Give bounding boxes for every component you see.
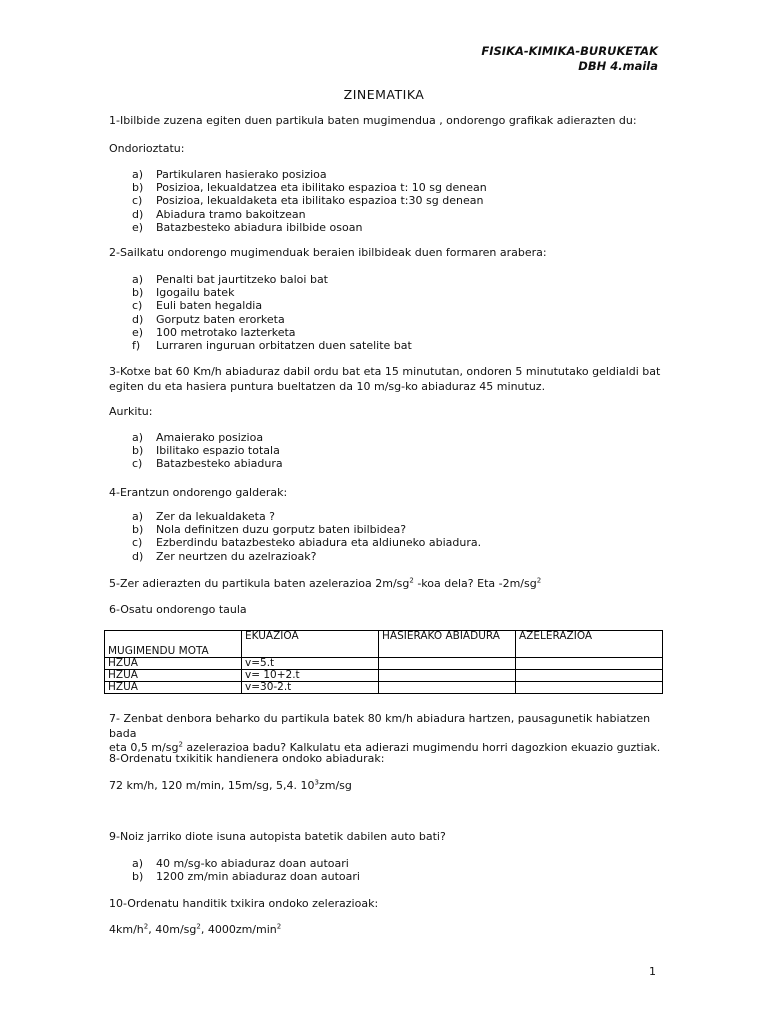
list-item: c) Euli baten hegaldia: [132, 299, 263, 313]
header-level: DBH 4.maila: [578, 59, 658, 73]
list-item: a) Penalti bat jaurtitzeko baloi bat: [132, 273, 328, 286]
table-header: HASIERAKO ABIADURA: [379, 631, 516, 658]
list-item: d) Gorputz baten erorketa: [132, 312, 285, 326]
table-cell: [379, 682, 516, 694]
list-item: a) Amaierako posizioa: [132, 431, 264, 444]
table-row: [105, 682, 663, 694]
question-10-values: $4km/h^2$, $40m/sg^2$, $4000zm/\min^2$: [109, 922, 282, 936]
question-5: 5-Zer adierazten du partikula baten azelerazioa $2m/sg^2$ -koa dela? Eta $-2m/sg^2$: [109, 576, 542, 590]
list-item: d) Zer neurtzen du azelrazioak?: [132, 549, 317, 563]
question-7: 7- Zenbat denbora beharko du partikula batek 80 km/h abiadura hartzen, pausagunetik habiatzen bada eta 0,5 $m/sg^2$ azelerazioa badu? Kalkulatu eta adierazi mugimendu horri dagozkion ekuazio guztiak.: [109, 712, 661, 754]
table-row: [105, 658, 663, 670]
list-item: c) Batazbesteko abiadura: [132, 457, 283, 471]
question-3-lead: Aurkitu:: [109, 405, 153, 418]
question-4: 4-Erantzun ondorengo galderak:: [109, 486, 288, 499]
list-item: a) Partikularen hasierako posizioa: [132, 168, 327, 181]
question-8: 8-Ordenatu txikitik handienera ondoko abiadurak:: [109, 752, 385, 765]
question-3: 3-Kotxe bat 60 Km/h abiaduraz dabil ordu bat eta 15 minututan, ondoren 5 minututako geldialdi bat egiten du eta hasiera puntura bueltatzen da 10 m/sg-ko abiaduraz 45 minutuz.: [109, 365, 661, 393]
table-cell: v=5.t: [242, 658, 379, 670]
document-header: [481, 44, 658, 74]
table-cell: [379, 670, 516, 682]
table-cell: [516, 670, 663, 682]
list-item: c) Ezberdindu batazbesteko abiadura eta aldiuneko abiadura.: [132, 536, 482, 550]
question-1-list: [132, 168, 487, 234]
table-cell: [379, 658, 516, 670]
question-10: 10-Ordenatu handitik txikira ondoko zelerazioak:: [109, 897, 379, 910]
question-9: 9-Noiz jarriko diote isuna autopista batetik dabilen auto bati?: [109, 830, 446, 843]
table-header: AZELERAZIOA: [516, 631, 663, 658]
list-item: f) Lurraren inguruan orbitatzen duen satelite bat: [132, 338, 412, 352]
page-title: ZINEMATIKA: [343, 87, 425, 102]
table-cell: HZUA: [105, 658, 242, 670]
list-item: c) Posizioa, lekualdaketa eta ibilitako espazioa t:30 sg denean: [132, 194, 484, 208]
list-item: e) Batazbesteko abiadura ibilbide osoan: [132, 220, 363, 234]
list-item: b) Posizioa, lekualdatzea eta ibilitako espazioa t: 10 sg denean: [132, 181, 487, 195]
motion-table: [104, 630, 663, 694]
list-item: b) 1200 zm/min abiaduraz doan autoari: [132, 870, 360, 884]
question-3-list: [132, 431, 283, 471]
page-number: 1: [649, 965, 656, 978]
table-cell: [516, 682, 663, 694]
table-cell: v=30-2.t: [242, 682, 379, 694]
list-item: b) Igogailu batek: [132, 286, 235, 300]
list-item: e) 100 metrotako lazterketa: [132, 325, 296, 339]
table-cell: HZUA: [105, 670, 242, 682]
table-header: EKUAZIOA: [242, 631, 379, 658]
table-cell: v= 10+2.t: [242, 670, 379, 682]
list-item: d) Abiadura tramo bakoitzean: [132, 207, 306, 221]
question-4-list: [132, 510, 481, 563]
table-header: MUGIMENDU MOTA: [105, 631, 242, 658]
header-subject: FISIKA-KIMIKA-BURUKETAK: [481, 44, 658, 58]
list-item: a) 40 m/sg-ko abiaduraz doan autoari: [132, 857, 349, 870]
question-8-values: 72 km/h, 120 m/min, 15m/sg, 5,4. $10^3zm/sg$: [109, 778, 352, 792]
table-cell: [516, 658, 663, 670]
question-2-list: [132, 273, 412, 352]
question-1-lead: Ondorioztatu:: [109, 142, 185, 155]
table-row: [105, 670, 663, 682]
question-1: 1-Ibilbide zuzena egiten duen partikula baten mugimendua , ondorengo grafikak adierazten du:: [109, 114, 637, 127]
list-item: b) Ibilitako espazio totala: [132, 444, 280, 458]
table-cell: HZUA: [105, 682, 242, 694]
list-item: b) Nola definitzen duzu gorputz baten ibilbidea?: [132, 523, 407, 537]
list-item: a) Zer da lekualdaketa ?: [132, 510, 276, 523]
question-6: 6-Osatu ondorengo taula: [109, 603, 247, 616]
question-2: 2-Sailkatu ondorengo mugimenduak beraien ibilbideak duen formaren arabera:: [109, 246, 547, 259]
question-9-list: [132, 857, 360, 883]
table-header-row: [105, 631, 663, 658]
